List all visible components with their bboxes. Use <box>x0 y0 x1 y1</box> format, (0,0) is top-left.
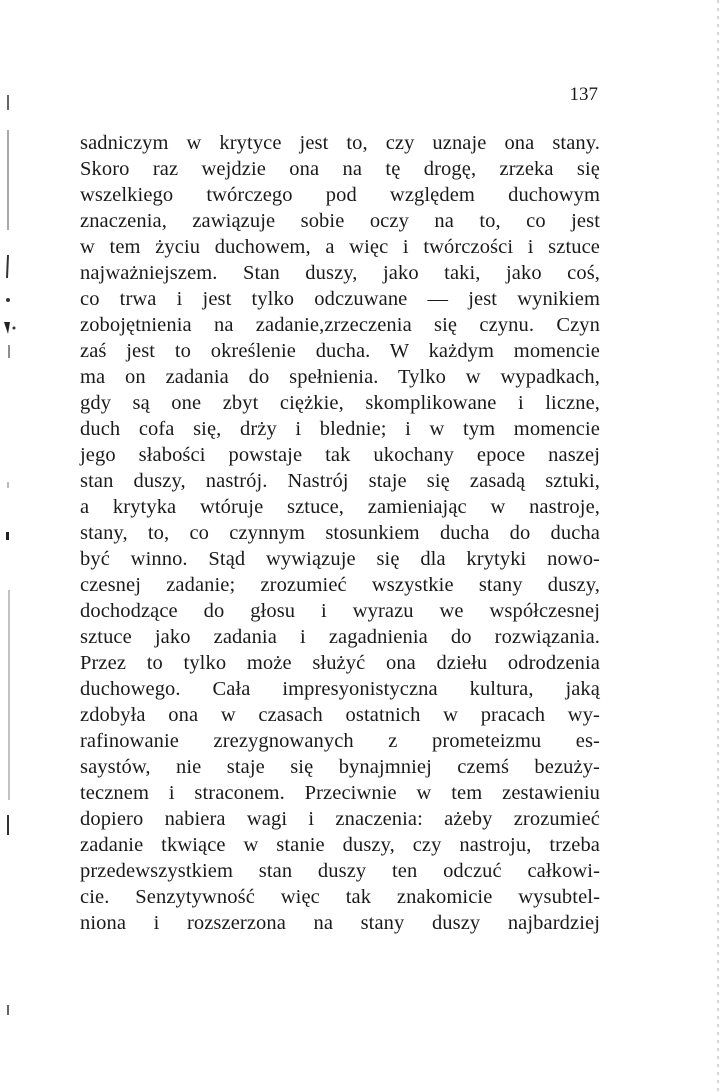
text-line: być winno. Stąd wywiązuje się dla krytyki nowo- <box>80 548 600 570</box>
text-line: a krytyka wtóruje sztuce, zamieniając w nastroje, <box>80 496 600 518</box>
text-line: dochodzące do głosu i wyrazu we współczesnej <box>80 600 600 622</box>
binding-edge-marks <box>0 0 22 1092</box>
text-line: w tem życiu duchowem, a więc i twórczości i sztuce <box>80 236 600 258</box>
body-text <box>80 130 600 936</box>
text-line: tecznem i straconem. Przeciwnie w tem zestawieniu <box>80 782 600 804</box>
text-line: zobojętnienia na zadanie,zrzeczenia się czynu. Czyn <box>80 314 600 336</box>
text-line: czesnej zadanie; zrozumieć wszystkie stany duszy, <box>80 574 600 596</box>
text-line: Przez to tylko może służyć ona dziełu odrodzenia <box>80 652 600 674</box>
text-line: przedewszystkiem stan duszy ten odczuć całkowi- <box>80 860 600 882</box>
text-line: stany, to, co czynnym stosunkiem ducha do ducha <box>80 522 600 544</box>
text-line: cie. Senzytywność więc tak znakomicie wysubtel- <box>80 886 600 908</box>
text-line: co trwa i jest tylko odczuwane — jest wynikiem <box>80 288 600 310</box>
text-line: dopiero nabiera wagi i znaczenia: ażeby zrozumieć <box>80 808 600 830</box>
right-edge-shadow <box>714 0 720 1092</box>
text-line: zaś jest to określenie ducha. W każdym momencie <box>80 340 600 362</box>
text-line: saystów, nie staje się bynajmniej czemś bezuży- <box>80 756 600 778</box>
text-line: sadniczym w krytyce jest to, czy uznaje ona stany. <box>80 132 600 154</box>
text-line: ma on zadania do spełnienia. Tylko w wypadkach, <box>80 366 600 388</box>
text-line: rafinowanie zrezygnowanych z prometeizmu es- <box>80 730 600 752</box>
text-line: jego słabości powstaje tak ukochany epoce naszej <box>80 444 600 466</box>
text-line: najważniejszem. Stan duszy, jako taki, jako coś, <box>80 262 600 284</box>
text-line: duchowego. Cała impresyonistyczna kultura, jaką <box>80 678 600 700</box>
text-line: wszelkiego twórczego pod względem duchowym <box>80 184 600 206</box>
page-number: 137 <box>569 84 598 105</box>
text-line: zadanie tkwiące w stanie duszy, czy nastroju, trzeba <box>80 834 600 856</box>
text-line: znaczenia, zawiązuje sobie oczy na to, co jest <box>80 210 600 232</box>
text-line: gdy są one zbyt ciężkie, skomplikowane i liczne, <box>80 392 600 414</box>
text-line: zdobyła ona w czasach ostatnich w pracach wy- <box>80 704 600 726</box>
text-line: duch cofa się, drży i blednie; i w tym momencie <box>80 418 600 440</box>
text-line: niona i rozszerzona na stany duszy najbardziej <box>80 912 600 934</box>
text-line: Skoro raz wejdzie ona na tę drogę, zrzeka się <box>80 158 600 180</box>
text-line: sztuce jako zadania i zagadnienia do rozwiązania. <box>80 626 600 648</box>
text-line: stan duszy, nastrój. Nastrój staje się zasadą sztuki, <box>80 470 600 492</box>
